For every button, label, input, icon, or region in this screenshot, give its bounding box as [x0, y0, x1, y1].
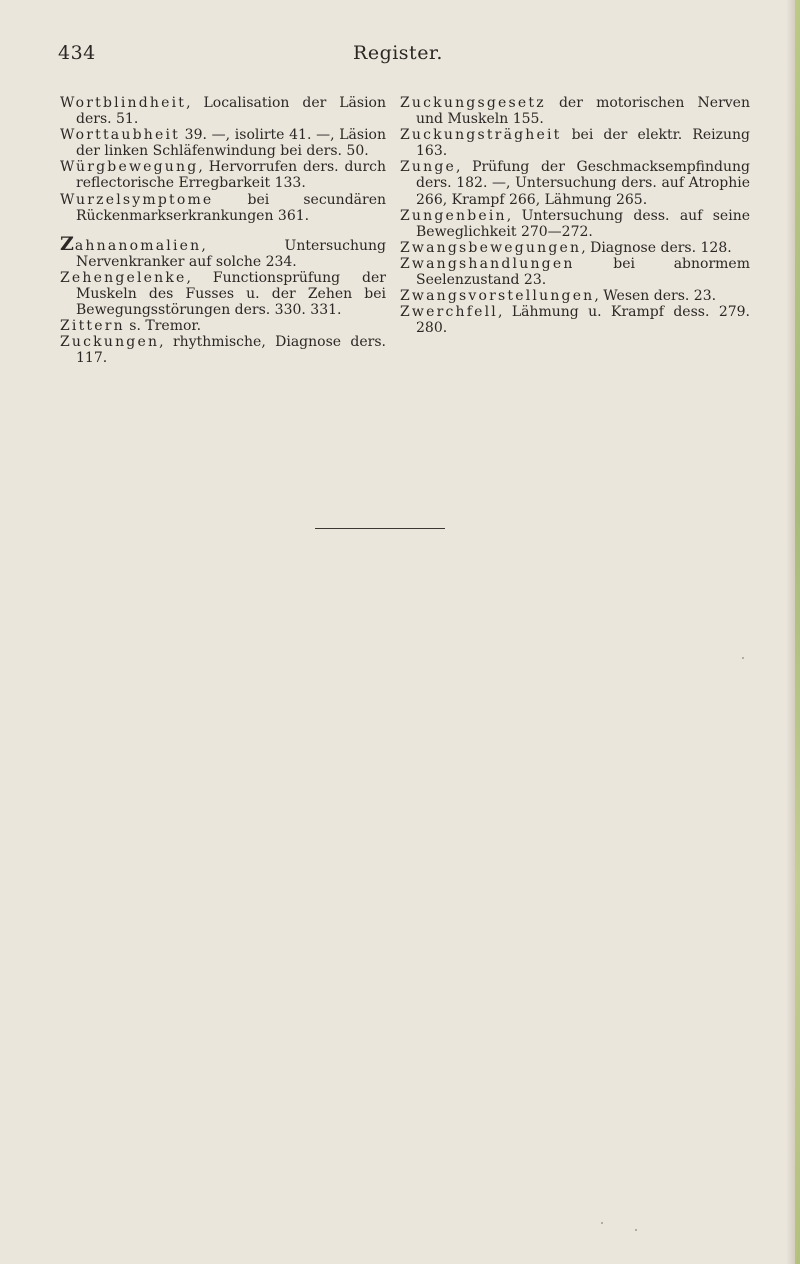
index-entry [400, 240, 750, 256]
entry-term: Zuckungen [60, 334, 160, 351]
print-speck [601, 1222, 603, 1224]
entry-term: Worttaubheit [60, 127, 180, 144]
entry-term: Wurzelsymptome [60, 191, 214, 208]
index-entry [60, 270, 386, 318]
index-entry [60, 192, 386, 224]
index-entry [400, 288, 750, 304]
index-entry [60, 318, 386, 334]
entry-term: Zwangsbewegungen [400, 239, 582, 256]
entry-text: , Untersuchung Nervenkranker auf solche 234. [76, 237, 386, 270]
entry-text: , Diagnose ders. 128. [581, 239, 732, 256]
entry-text: , Functionsprüfung der Muskeln des Fusses u. der Zehen bei Bewegungsstörungen ders. 330. 331. [76, 269, 386, 319]
page-number: 434 [58, 42, 96, 64]
entry-term: Zuckungsgesetz [400, 95, 546, 111]
entry-text: der motorischen Nerven und Muskeln 155. [416, 95, 750, 128]
index-entry [400, 256, 750, 288]
entry-term: Zehengelenke [60, 269, 187, 286]
index-entry [400, 208, 750, 240]
right-column [400, 95, 750, 336]
print-speck [635, 1229, 637, 1231]
entry-term: Zwangshandlungen [400, 255, 575, 272]
entry-text: , Untersuchung dess. auf seine Beweglichkeit 270—272. [416, 207, 750, 240]
page-edge-tint [795, 0, 800, 1264]
entry-term: Zungenbein [400, 207, 507, 224]
entry-term: Zuckungsträgheit [400, 127, 562, 144]
print-speck [742, 657, 744, 659]
entry-text: , Localisation der Läsion ders. 51. [76, 95, 386, 128]
entry-text: bei abnormem Seelenzustand 23. [416, 255, 750, 289]
page-header [58, 42, 738, 72]
entry-term: Wortblindheit [60, 95, 187, 111]
entry-term: Zunge [400, 159, 457, 176]
index-entry [60, 159, 386, 191]
index-entry [60, 334, 386, 366]
entry-term: Zwangsvorstellungen [400, 288, 595, 305]
entry-text: s. Tremor. [124, 318, 202, 335]
entry-term: Zittern [60, 318, 125, 335]
index-entry [60, 95, 386, 127]
entry-text: , Hervorrufen ders. durch reflectorische Erregbarkeit 133. [76, 159, 386, 192]
left-column [60, 95, 386, 367]
running-title: Register. [353, 42, 443, 64]
index-entry-section-start [60, 232, 386, 270]
index-entry [60, 127, 386, 159]
entry-text: 39. —, isolirte 41. —, Läsion der linken Schläfenwindung bei ders. 50. [76, 127, 386, 160]
index-entry [400, 127, 750, 159]
entry-text: , Wesen ders. 23. [594, 288, 717, 305]
end-rule [315, 528, 445, 529]
entry-term-rest: ahnanomalien [74, 237, 202, 254]
index-entry [400, 159, 750, 207]
entry-text: bei secundären Rückenmarkserkrankungen 361. [76, 191, 386, 224]
entry-text: , Lähmung u. Krampf dess. 279. 280. [416, 304, 750, 337]
index-entry [400, 95, 750, 127]
entry-text: bei der elektr. Reizung 163. [416, 127, 750, 160]
entry-term [60, 232, 202, 255]
section-initial: Z [60, 232, 75, 255]
entry-text: , Prüfung der Geschmacksempfindung ders. 182. —, Untersuchung ders. auf Atrophie 266, Krampf 266, Lähmung 265. [416, 159, 750, 208]
entry-term: Zwerchfell [400, 304, 498, 321]
index-entry [400, 304, 750, 336]
entry-text: , rhythmische, Diagnose ders. 117. [76, 334, 386, 367]
entry-term: Würgbewegung [60, 159, 199, 176]
